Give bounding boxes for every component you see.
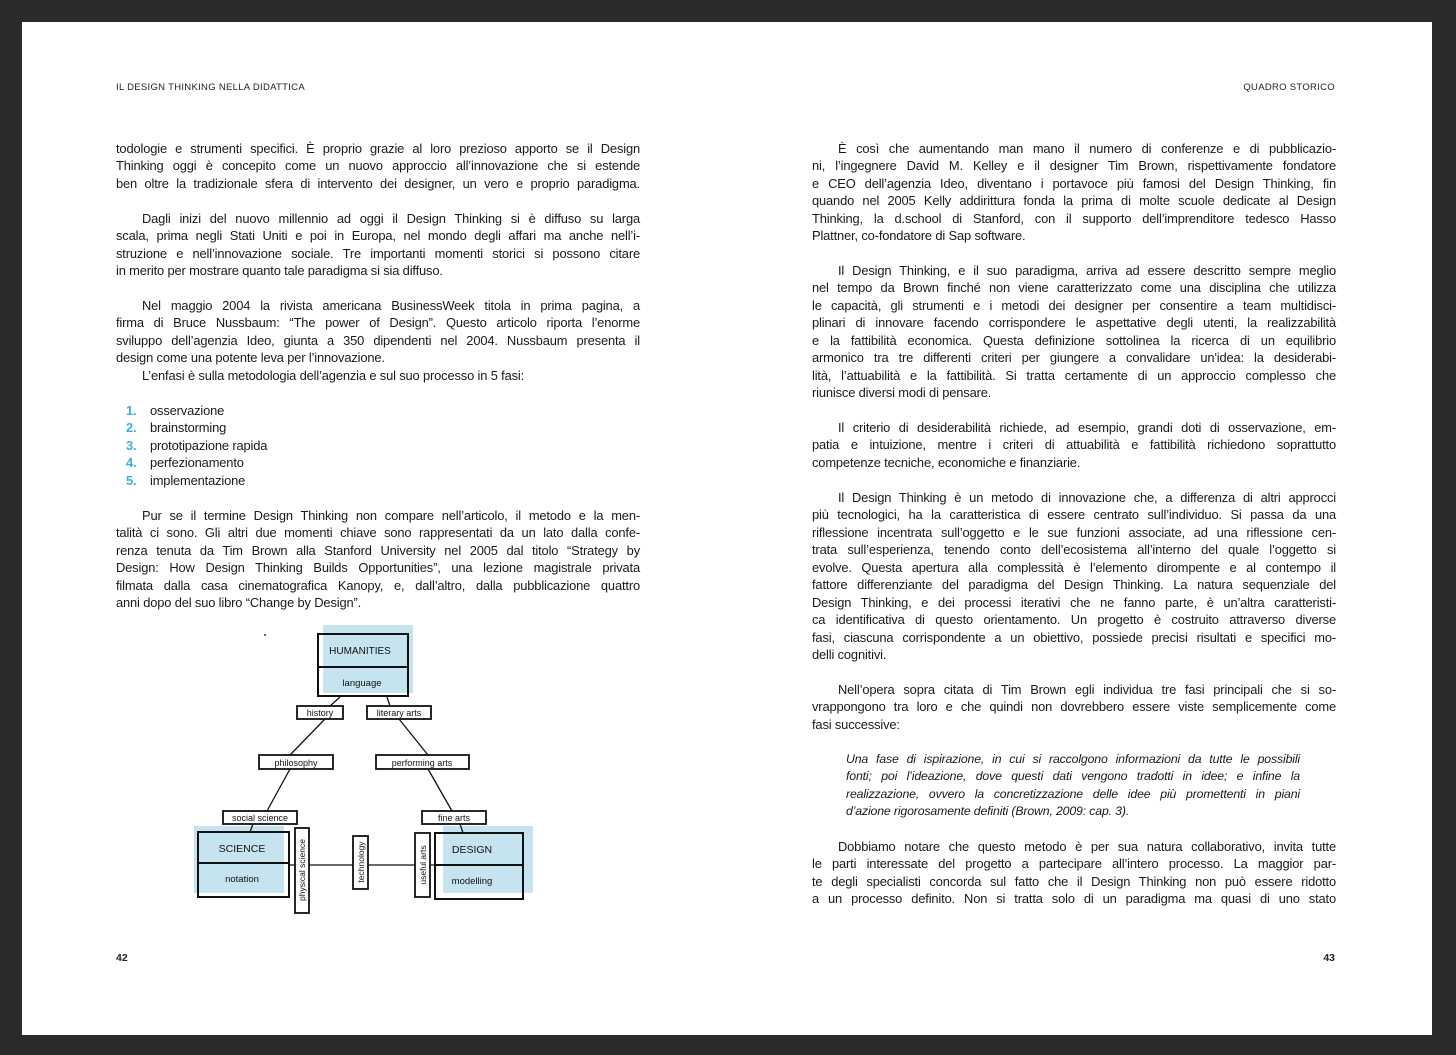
paragraph	[812, 838, 1336, 908]
performing-arts-label: performing arts	[391, 758, 453, 768]
paragraph-line: struzione e nell’innovazione sociale. Tre importanti momenti storici si possono citare	[116, 245, 640, 261]
paragraph-line: scala, prima negli Stati Uniti e poi in Europa, nel mondo degli affari ma anche nell’i-	[116, 228, 640, 244]
modelling-label: modelling	[451, 876, 493, 887]
paragraph-line: filmata dalla casa cinematografica Kanopy, e, dall’altro, dalla pubblicazione quattro	[116, 577, 640, 593]
list-label: brainstorming	[150, 420, 227, 436]
paragraph-line: Il Design Thinking è un metodo di innovazione che, a differenza di altri approcci	[838, 490, 1336, 505]
useful-arts-label: useful arts	[418, 845, 428, 885]
paragraph-line: realizzazione, ovvero la concretizzazione delle idee più promettenti in piani	[846, 786, 1300, 801]
paragraph-line: fonti; poi l’ideazione, dove questi dati vengono tradotti in idee; e infine la	[846, 769, 1300, 784]
paragraph-line: Thinking oggi è concepito come un nuovo approccio all’innovazione che si estende	[116, 158, 640, 174]
page-number-right: 43	[1323, 952, 1335, 964]
paragraph-line: Dobbiamo notare che questo metodo è per sua natura collaborativo, invita tutte	[838, 839, 1336, 854]
paragraph-line: talità ci sono. Gli altri due momenti chiave sono rappresentati da un lato dalla confe-	[116, 525, 640, 541]
paragraph	[812, 140, 1336, 245]
social-science-label: social science	[231, 813, 289, 823]
paragraph-line: le capacità, gli strumenti e i metodi dei designer per consentire a team multidisci-	[812, 297, 1336, 313]
paragraph	[812, 681, 1336, 733]
paragraph-line: renza tenuta da Tim Brown alla Stanford University nel 2005 dal titolo “Strategy by	[116, 542, 640, 558]
paragraph-line: ca identificativa di questo orientamento. Un progetto è costruito attraverso diverse	[812, 612, 1336, 628]
language-label: language	[342, 678, 382, 689]
history-label: history	[306, 708, 334, 718]
list-label: implementazione	[150, 472, 246, 488]
paragraph-line: sviluppo dell’agenzia Ideo, giunta a 350 dipendenti nel 2004. Nussbaum presenta il	[116, 332, 640, 348]
paragraph	[812, 489, 1336, 663]
paragraph-line: nel tempo da Brown finché non viene caratterizzato come una disciplina che utilizza	[812, 280, 1336, 296]
paragraph-line: Plattner, co-fondatore di Sap software.	[812, 228, 1026, 244]
humanities-label: HUMANITIES	[329, 646, 391, 657]
paragraph-line: a un processo definito. Non si tratta solo di un paradigma ma quasi di uno stato	[812, 891, 1336, 907]
list-label: perfezionamento	[150, 455, 244, 471]
paragraph-line: trata sull’esperienza, tenendo conto dell’ecosistema all’interno del quale l’oggetto si	[812, 542, 1336, 558]
paragraph-line: Thinking, la d.school di Stanford, con il supporto dell’imprenditore tedesco Hasso	[812, 210, 1336, 226]
paragraph-line: te degli specialisti concorda sul fatto che il Design Thinking non può essere ridotto	[812, 873, 1336, 889]
paragraph-line: design come una potente leva per l’innovazione.	[116, 350, 385, 366]
paragraph-line: plinari di innovare facendo corrispondere le aspettative degli utenti, la realizzabilità	[812, 315, 1336, 331]
list-label: osservazione	[150, 403, 225, 418]
paragraph-line: Il criterio di desiderabilità richiede, ad esempio, grandi doti di osservazione, em-	[838, 420, 1336, 435]
paragraph-line: Dagli inizi del nuovo millennio ad oggi il Design Thinking si è diffuso su larga	[142, 211, 640, 226]
list-number: 5.	[126, 472, 137, 488]
notation-label: notation	[225, 874, 259, 885]
technology-label: technology	[356, 841, 366, 883]
paragraph-line: Il Design Thinking, e il suo paradigma, arriva ad essere descritto sempre meglio	[838, 263, 1336, 278]
page-number-left: 42	[116, 952, 128, 964]
paragraph-line: più tecnologici, ha la caratteristica di essere centrato sull’individuo. Si passa da una	[812, 507, 1336, 523]
running-head-right: QUADRO STORICO	[1243, 82, 1335, 93]
paragraph-line: riflessione incentrata sull’oggetto e le sue funzioni associate, ad una riflessione cen-	[812, 524, 1336, 540]
paragraph-line: d’azione rigorosamente definiti (Brown, 2009: cap. 3).	[846, 804, 1130, 819]
paragraph-line: fattore differenziante del paradigma del Design Thinking. La natura sequenziale del	[812, 577, 1336, 593]
list-number: 2.	[126, 420, 137, 436]
paragraph-line: e CEO dell’agenzia Ideo, diventano i portavoce più famosi del Design Thinking, fin	[812, 175, 1336, 191]
list-number: 1.	[126, 403, 137, 418]
paragraph-line: anni dopo del suo libro “Change by Design”.	[116, 595, 362, 611]
list-number: 4.	[126, 455, 137, 471]
paragraph-line: le parti interessate del progetto a partecipare all’intero processo. La maggior par-	[812, 856, 1336, 872]
literary-arts-label: literary arts	[376, 708, 422, 718]
list-label: prototipazione rapida	[150, 437, 268, 453]
paragraph-line: fasi successive:	[812, 716, 900, 732]
paragraph-line: armonico tra tre differenti criteri per giungere a convalidare un'idea: la desiderabi-	[812, 350, 1336, 366]
science-label: SCIENCE	[218, 843, 266, 855]
paragraph-line: vrappongono tra loro e che quindi non dovrebbero essere viste semplicemente come	[812, 699, 1336, 715]
paragraph	[812, 262, 1336, 402]
paragraph-line: Pur se il termine Design Thinking non compare nell’articolo, il metodo e la men-	[142, 508, 640, 523]
paragraph-line: ben oltre la tradizionale sfera di intervento dei designer, un vero e proprio paradigma.	[116, 175, 640, 191]
paragraph-line: firma di Bruce Nussbaum: “The power of Design”. Questo articolo riporta l’enorme	[116, 315, 640, 331]
paragraph-line: riunisce diversi modi di pensare.	[812, 385, 992, 401]
paragraph-line: Nel maggio 2004 la rivista americana BusinessWeek titola in prima pagina, a	[142, 298, 640, 313]
philosophy-label: philosophy	[274, 758, 318, 768]
paragraph-line: Design: How Design Thinking Builds Opportunities”, una lezione magistrale privata	[116, 560, 640, 576]
paragraph-line: Nell’opera sopra citata di Tim Brown egli individua tre fasi principali che si so-	[838, 682, 1336, 697]
paragraph-line: ni, l’ingegnere David M. Kelley e il designer Tim Brown, rispettivamente fondatore	[812, 158, 1336, 174]
paragraph-line: fasi, ciascuna corrispondente a un obiettivo, possiede precisi risultati e specifici mo-	[812, 629, 1336, 645]
paragraph-line: todologie e strumenti specifici. È proprio grazie al loro prezioso apporto se il Design	[116, 141, 640, 156]
paragraph-line: Design Thinking, e dei processi iterativi che ne fanno parte, è un’altra caratteristi-	[812, 594, 1336, 610]
paragraph-line: lità, l’attuabilità e la fattibilità. Si tratta certamente di un approccio complesso che	[812, 367, 1336, 383]
paragraph-line: evolve. Questa apertura alla complessità è l’elemento dirompente e al contempo il	[812, 559, 1336, 575]
paragraph-line: in merito per mostrare quanto tale paradigma si sia diffuso.	[116, 263, 443, 279]
fine-arts-label: fine arts	[437, 813, 471, 823]
paragraph-line: quando nel 2005 Kelly addirittura fonda la prima di molte scuole dedicate al Design	[812, 193, 1336, 209]
block-quote	[846, 751, 1300, 821]
paragraph-line: L’enfasi è sulla metodologia dell’agenzia e sul suo processo in 5 fasi:	[142, 368, 525, 383]
running-head-left: IL DESIGN THINKING NELLA DIDATTICA	[116, 82, 305, 93]
paragraph-line: patia e intuizione, mentre i criteri di attuabilità e fattibilità richiedono soprattutto	[812, 437, 1336, 453]
paragraph-line: e la fattibilità economica. Questa definizione sottolinea la ricerca di un equilibrio	[812, 332, 1336, 348]
paragraph-line: È così che aumentando man mano il numero di conferenze e di pubblicazio-	[838, 141, 1336, 156]
paragraph-line: Una fase di ispirazione, in cui si raccolgono informazioni da tutte le possibili	[846, 752, 1300, 766]
paragraph	[812, 419, 1336, 471]
paragraph-line: competenze tecniche, economiche e finanziarie.	[812, 454, 1081, 470]
paragraph-line: delli cognitivi.	[812, 646, 887, 662]
design-label: DESIGN	[451, 844, 493, 856]
physical-science-label: physical science	[297, 839, 307, 901]
list-number: 3.	[126, 437, 137, 453]
